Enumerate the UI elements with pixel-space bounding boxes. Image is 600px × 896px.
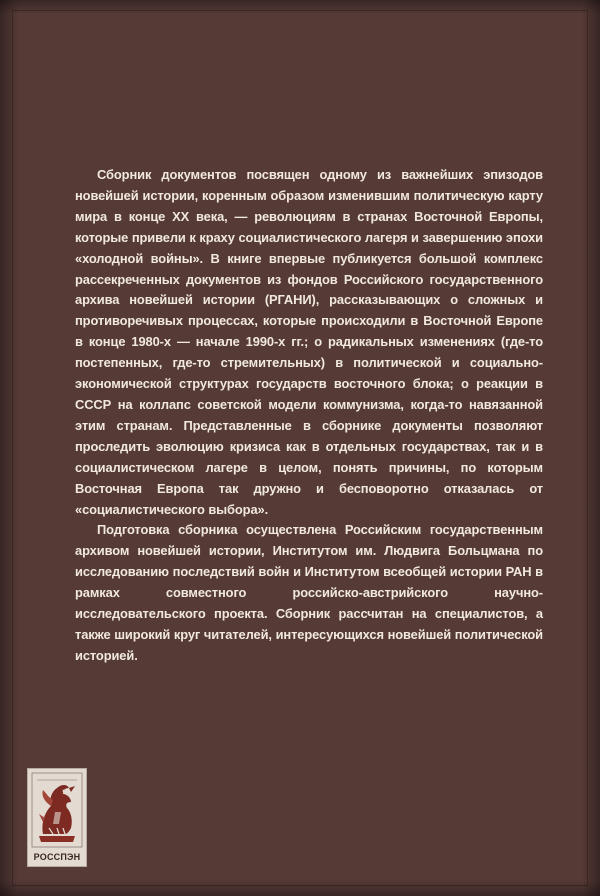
annotation-paragraph-2: Подготовка сборника осуществлена Российским государственным архивом новейшей истории, Институтом им. Людвига Больцмана по исследованию последствий войн и Институтом всеобщей истории РАН в рамках совместного российско-австрийского научно-исследовательского проекта. Сборник рассчитан на специалистов, а также широкий круг читателей, интересующихся новейшей политической историей. [75,522,543,663]
annotation-text [75,165,543,667]
publisher-name: РОССПЭН [33,852,81,862]
annotation-paragraph-1: Сборник документов посвящен одному из важнейших эпизодов новейшей истории, коренным образом изменившим политическую карту мира в конце XX века, — революциям в странах Восточной Европы, которые привели к краху социалистического лагеря и завершению эпохи «холодной войны». В книге впервые публикуется большой комплекс рассекреченных документов из фондов Российского государственного архива новейшей истории (РГАНИ), рассказывающих о сложных и противоречивых процессах, которые происходили в Восточной Европе в конце 1980-х — начале 1990-х гг.; о радикальных изменениях (где-то постепенных, где-то стремительных) в политической и социально-экономической структурах государств восточного блока; о реакции в СССР на коллапс советской модели коммунизма, когда-то навязанной этим странам. Представленные в сборнике документы позволяют проследить эволюцию кризиса как в отдельных государствах, так и в социалистическом лагере в целом, понять причины, по которым Восточная Европа так дружно и бесповоротно отказалась от «социалистического выбора». [75,167,543,517]
griffin-emblem-icon [31,772,83,848]
publisher-logo [27,768,87,867]
